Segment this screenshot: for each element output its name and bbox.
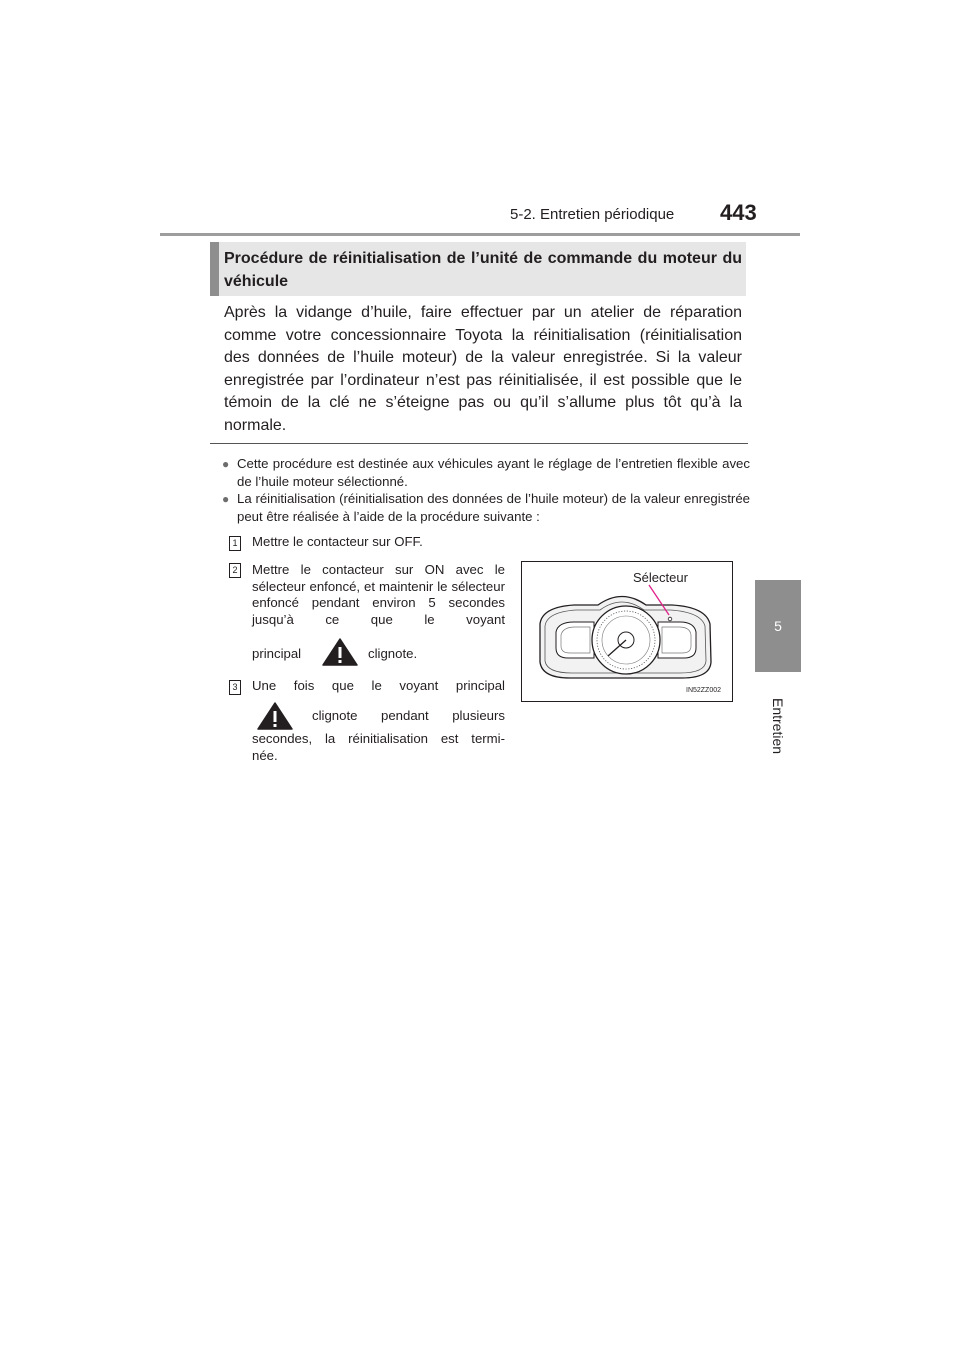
intro-paragraph: Après la vidange d’huile, faire effectuer par un atelier de réparation comme votre concessionnaire Toyota la réinitialisation (réinitialisation des données de l’huile moteur) de la valeur enregistrée. Si la valeur enregistrée par l’ordinateur n’est pas réinitialisée, il est possible que le témoin de la clé ne s’éteigne pas ou qu’il s’allume plus tôt qu’à la normale. [224, 304, 742, 434]
step-number-3: 3 [229, 680, 241, 695]
section-title: Procédure de réinitialisation de l’unité de commande du moteur du véhicule [224, 250, 742, 290]
step-3-text-seconds: secondes, la réinitialisation est termi- [252, 731, 505, 746]
figure-code: IN52ZZ002 [686, 687, 722, 694]
step-1-text: Mettre le contacteur sur OFF. [252, 534, 423, 549]
step-2-text: Mettre le contacteur sur ON avec le sélecteur enfoncé, et maintenir le sélecteur enfoncé pendant environ 5 secondes jusqu’à ce que le voyant [252, 562, 505, 627]
instrument-cluster-drawing [522, 562, 732, 701]
step-3-text-blinks: clignote pendant plusieurs [312, 708, 505, 723]
step-number-2: 2 [229, 563, 241, 578]
step-2-text-principal: principal [252, 646, 302, 661]
note-bullet [222, 455, 750, 490]
step-2-text-blinks: clignote. [368, 646, 418, 661]
instrument-cluster-figure [521, 561, 733, 702]
header-rule [160, 233, 800, 236]
step-3-text-end: née. [252, 748, 278, 763]
chapter-tab: 5 [755, 580, 801, 672]
bullet-dot-icon: ● [222, 457, 230, 471]
step-3-text: Une fois que le voyant principal [252, 678, 505, 693]
running-header-section: 5-2. Entretien périodique [510, 206, 675, 223]
step-number-1: 1 [229, 536, 241, 551]
page-number: 443 [720, 200, 757, 225]
note-bullet-text: Cette procédure est destinée aux véhicules ayant le réglage de l’entretien flexible avec de l’huile moteur sélectionné. [237, 456, 750, 489]
title-accent-bar [210, 242, 219, 296]
note-bullet [222, 490, 750, 525]
figure-callout-label: Sélecteur [633, 570, 688, 585]
warning-triangle-icon [322, 638, 358, 666]
chapter-label-text: Entretien [770, 697, 786, 755]
bullet-dot-icon: ● [222, 492, 230, 506]
note-bullet-text: La réinitialisation (réinitialisation des données de l’huile moteur) de la valeur enregistrée peut être réalisée à l’aide de la procédure suivante : [237, 491, 750, 524]
warning-triangle-icon [257, 702, 293, 730]
chapter-label [752, 676, 804, 776]
intro-rule [210, 443, 748, 444]
